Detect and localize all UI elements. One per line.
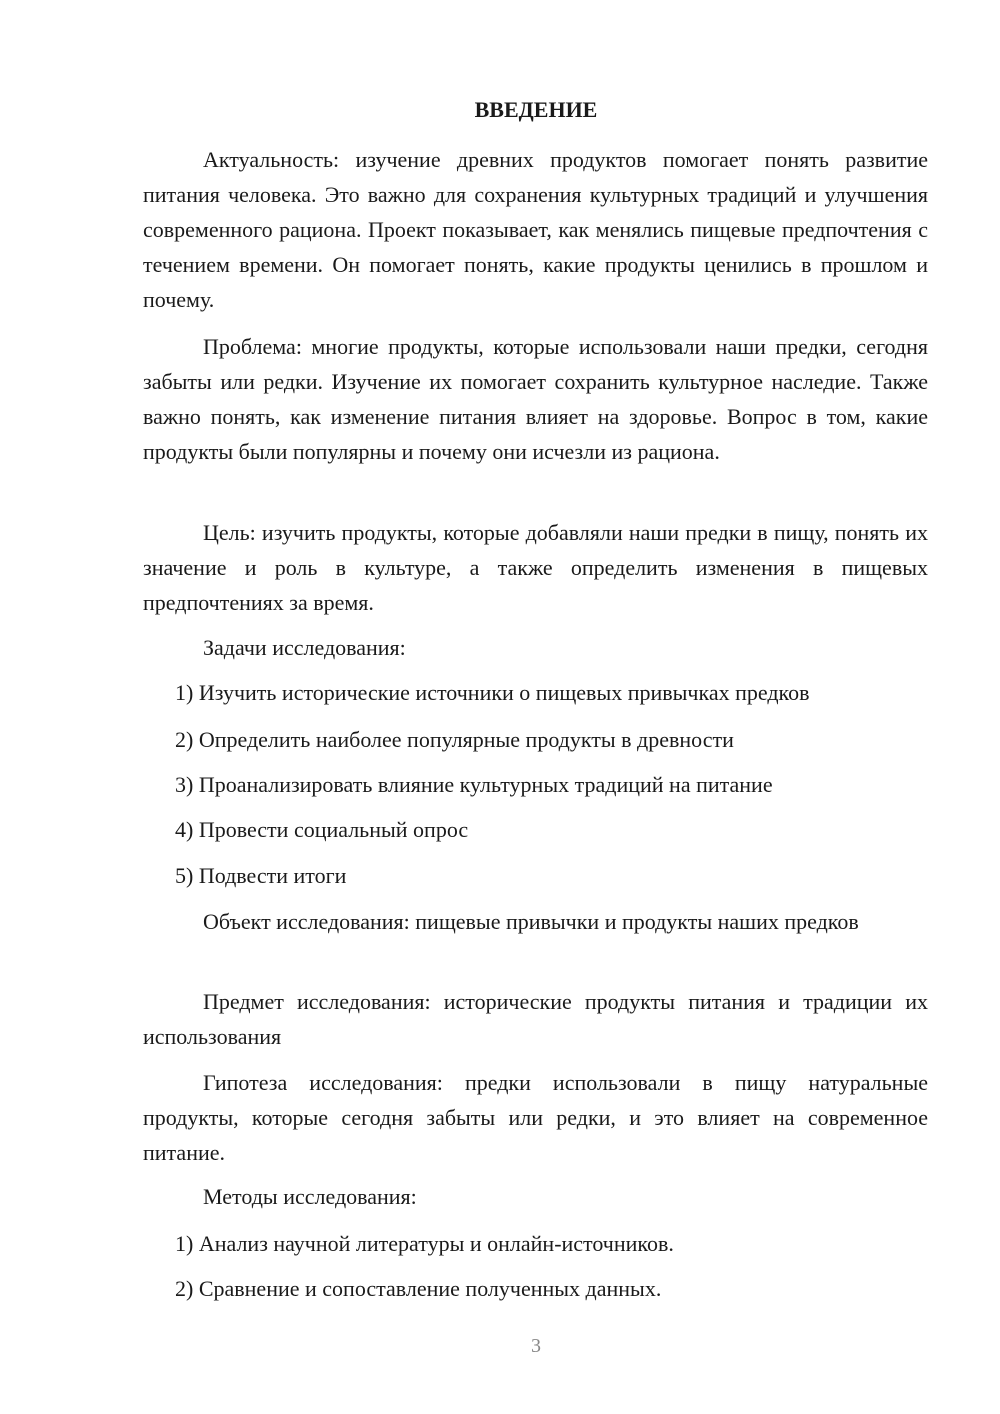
- task-item: 1) Изучить исторические источники о пищевых привычках предков: [175, 680, 810, 705]
- task-item: 5) Подвести итоги: [175, 863, 347, 888]
- task-item: 4) Провести социальный опрос: [175, 817, 469, 842]
- page-number: 3: [531, 1335, 541, 1357]
- hypothesis-paragraph: Гипотеза исследования: предки использовали в пищу натуральные продукты, которые сегодня забыты или редки, и это влияет на современное питание.: [143, 1070, 928, 1165]
- task-item: 2) Определить наиболее популярные продукты в древности: [175, 727, 734, 752]
- task-item: 3) Проанализировать влияние культурных традиций на питание: [175, 772, 773, 797]
- object-paragraph: Объект исследования: пищевые привычки и продукты наших предков: [203, 909, 859, 934]
- method-item: 2) Сравнение и сопоставление полученных данных.: [175, 1276, 662, 1301]
- problem-paragraph: Проблема: многие продукты, которые использовали наши предки, сегодня забыты или редки. Изучение их помогает сохранить культурное наследие. Также важно понять, как изменение питания влияет на здоровье. Вопрос в том, какие продукты были популярны и почему они исчезли из рациона.: [143, 334, 928, 464]
- page-title: ВВЕДЕНИЕ: [474, 97, 598, 122]
- tasks-heading: Задачи исследования:: [203, 635, 406, 660]
- subject-paragraph: Предмет исследования: исторические продукты питания и традиции их использования: [143, 989, 928, 1049]
- methods-heading: Методы исследования:: [203, 1184, 417, 1209]
- relevance-paragraph: Актуальность: изучение древних продуктов помогает понять развитие питания человека. Это важно для сохранения культурных традиций и улучшения современного рациона. Проект показывает, как менялись пищевые предпочтения с течением времени. Он помогает понять, какие продукты ценились в прошлом и почему.: [143, 147, 928, 312]
- goal-paragraph: Цель: изучить продукты, которые добавляли наши предки в пищу, понять их значение и роль в культуре, а также определить изменения в пищевых предпочтениях за время.: [143, 520, 928, 615]
- method-item: 1) Анализ научной литературы и онлайн-источников.: [175, 1231, 674, 1256]
